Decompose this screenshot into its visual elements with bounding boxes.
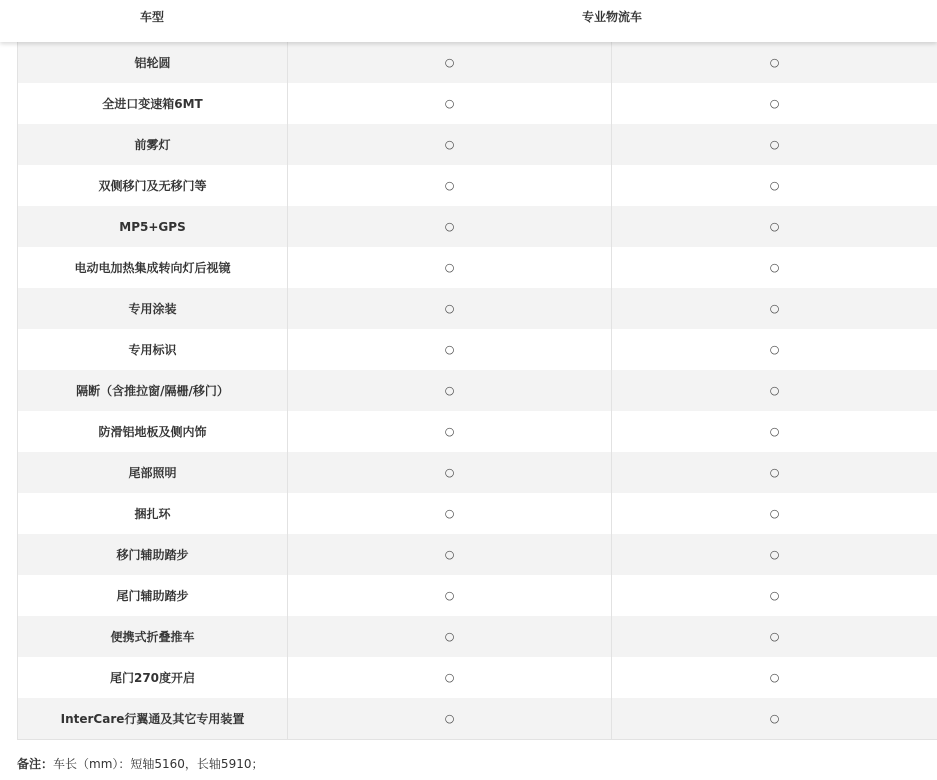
feature-name: MP5+GPS [18,206,288,247]
table-row [18,616,937,657]
option-mark: ○ [288,698,612,740]
option-mark: ○ [288,534,612,575]
table-row [18,329,937,370]
feature-name: 便携式折叠推车 [18,616,288,657]
table-row [18,534,937,575]
option-mark: ○ [612,42,937,83]
option-mark: ○ [288,124,612,165]
table-row [18,124,937,165]
option-mark: ○ [288,452,612,493]
option-mark: ○ [612,534,937,575]
table-row [18,288,937,329]
feature-name: 全进口变速箱6MT [18,83,288,124]
option-mark: ○ [288,206,612,247]
table-row [18,575,937,616]
option-mark: ○ [612,452,937,493]
feature-name: 电动电加热集成转向灯后视镜 [18,247,288,288]
option-mark: ○ [612,124,937,165]
footnote [17,755,263,772]
option-mark: ○ [612,329,937,370]
option-mark: ○ [288,370,612,411]
option-mark: ○ [288,247,612,288]
table-row [18,206,937,247]
table-row [18,657,937,698]
option-mark: ○ [612,698,937,740]
feature-name: 前雾灯 [18,124,288,165]
spec-table-body [18,42,937,740]
table-row [18,83,937,124]
option-mark: ○ [612,370,937,411]
feature-name: 铝轮圆 [18,42,288,83]
table-row [18,247,937,288]
table-row [18,370,937,411]
footnote-text: 车长（mm）：短轴5160，长轴5910； [53,757,264,771]
option-mark: ○ [288,575,612,616]
option-mark: ○ [612,83,937,124]
table-row [18,411,937,452]
table-row [18,493,937,534]
option-mark: ○ [288,288,612,329]
feature-name: InterCare行翼通及其它专用装置 [18,698,288,740]
feature-name: 移门辅助踏步 [18,534,288,575]
option-mark: ○ [612,411,937,452]
feature-name: 尾门270度开启 [18,657,288,698]
feature-name: 防滑铝地板及侧内饰 [18,411,288,452]
option-mark: ○ [612,493,937,534]
option-mark: ○ [612,206,937,247]
table-row [18,698,937,740]
option-mark: ○ [612,616,937,657]
table-row [18,42,937,83]
feature-name: 专用涂装 [18,288,288,329]
option-mark: ○ [612,165,937,206]
table-row [18,452,937,493]
feature-name: 尾门辅助踏步 [18,575,288,616]
spec-table [17,42,937,740]
option-mark: ○ [288,165,612,206]
header-professional-logistics-van: 专业物流车 [581,10,642,24]
option-mark: ○ [612,288,937,329]
sticky-table-header [0,0,937,42]
feature-name: 双侧移门及无移门等 [18,165,288,206]
option-mark: ○ [288,83,612,124]
header-vehicle-type: 车型 [139,10,164,24]
option-mark: ○ [288,42,612,83]
feature-name: 捆扎环 [18,493,288,534]
option-mark: ○ [612,575,937,616]
feature-name: 隔断（含推拉窗/隔栅/移门） [18,370,288,411]
table-row [18,165,937,206]
option-mark: ○ [288,616,612,657]
option-mark: ○ [288,493,612,534]
option-mark: ○ [288,411,612,452]
feature-name: 尾部照明 [18,452,288,493]
option-mark: ○ [612,247,937,288]
footnote-label: 备注： [17,757,54,771]
option-mark: ○ [288,329,612,370]
option-mark: ○ [612,657,937,698]
feature-name: 专用标识 [18,329,288,370]
option-mark: ○ [288,657,612,698]
